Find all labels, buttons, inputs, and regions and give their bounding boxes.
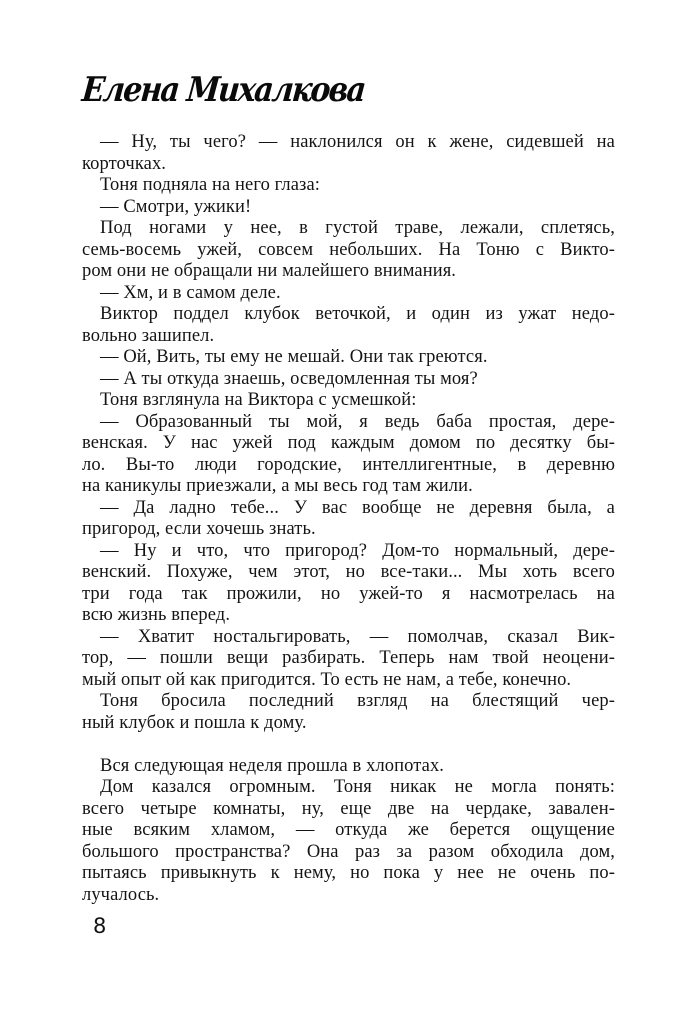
text-line: семь-восемь ужей, совсем небольших. На Тоню с Викто- xyxy=(82,239,615,260)
page-number: 8 xyxy=(93,914,107,938)
text-line: тор, — пошли вещи разбирать. Теперь нам твой неоцени- xyxy=(82,648,615,668)
text-line: Тоня подняла на него глаза: xyxy=(100,175,321,195)
text-line: три года так прожили, но ужей-то я насмотрелась на xyxy=(82,583,615,604)
text-line: Тоня бросила последний взгляд на блестящий чер- xyxy=(100,691,615,711)
text-line: — Хм, и в самом деле. xyxy=(100,282,281,303)
text-line: мый опыт ой как пригодится. То есть не нам, а тебе, конечно. xyxy=(82,669,572,690)
text-line: Под ногами у нее, в густой траве, лежали, сплетясь, xyxy=(100,218,615,238)
text-line: Виктор поддел клубок веточкой, и один из ужат недо- xyxy=(100,304,615,324)
text-line: венский. Похуже, чем этот, но все-таки... Мы хоть всего xyxy=(82,562,615,582)
text-line: — Ну, ты чего? — наклонился он к жене, сидевшей на xyxy=(100,132,615,152)
text-line: пригород, если хочешь знать. xyxy=(82,519,316,539)
text-line: на каникулы приезжали, а мы весь год там жили. xyxy=(82,476,473,496)
text-line: всего четыре комнаты, ну, еще две на чердаке, завален- xyxy=(82,798,615,819)
text-line: большого пространства? Она раз за разом обходила дом, xyxy=(82,841,615,862)
text-line: Вся следующая неделя прошла в хлопотах. xyxy=(100,755,445,776)
text-line: — Ой, Вить, ты ему не мешай. Они так греются. xyxy=(100,347,488,367)
text-line: — Ну и что, что пригород? Дом-то нормальный, дере- xyxy=(100,540,615,561)
text-column xyxy=(82,132,615,906)
text-line: — А ты откуда знаешь, осведомленная ты моя? xyxy=(100,368,478,389)
text-line: всю жизнь вперед. xyxy=(82,605,231,625)
text-line: — Смотри, ужики! xyxy=(100,196,252,217)
text-line: ный клубок и пошла к дому. xyxy=(82,712,307,733)
text-line: ло. Вы-то люди городские, интеллигентные, в деревню xyxy=(82,454,615,475)
text-line: — Хватит ностальгировать, — помолчав, сказал Вик- xyxy=(100,626,615,647)
text-line: венская. У нас ужей под каждым домом по десятку бы- xyxy=(82,433,615,453)
text-line: — Да ладно тебе... У вас вообще не деревня была, а xyxy=(100,497,615,518)
text-line: ные всяким хламом, — откуда же берется ощущение xyxy=(82,820,615,840)
text-line: ром они не обращали ни малейшего внимания. xyxy=(82,261,457,281)
text-line: лучалось. xyxy=(82,884,160,905)
text-line: пытаясь привыкнуть к нему, но пока у нее не очень по- xyxy=(82,863,615,883)
text-line: Тоня взглянула на Виктора с усмешкой: xyxy=(100,390,417,410)
text-line: — Образованный ты мой, я ведь баба простая, дере- xyxy=(100,411,615,432)
author-signature: Елена Михалкова xyxy=(80,70,367,110)
text-line: вольно зашипел. xyxy=(82,325,215,346)
text-line: Дом казался огромным. Тоня никак не могла понять: xyxy=(100,777,615,797)
text-line: корточках. xyxy=(82,153,167,174)
